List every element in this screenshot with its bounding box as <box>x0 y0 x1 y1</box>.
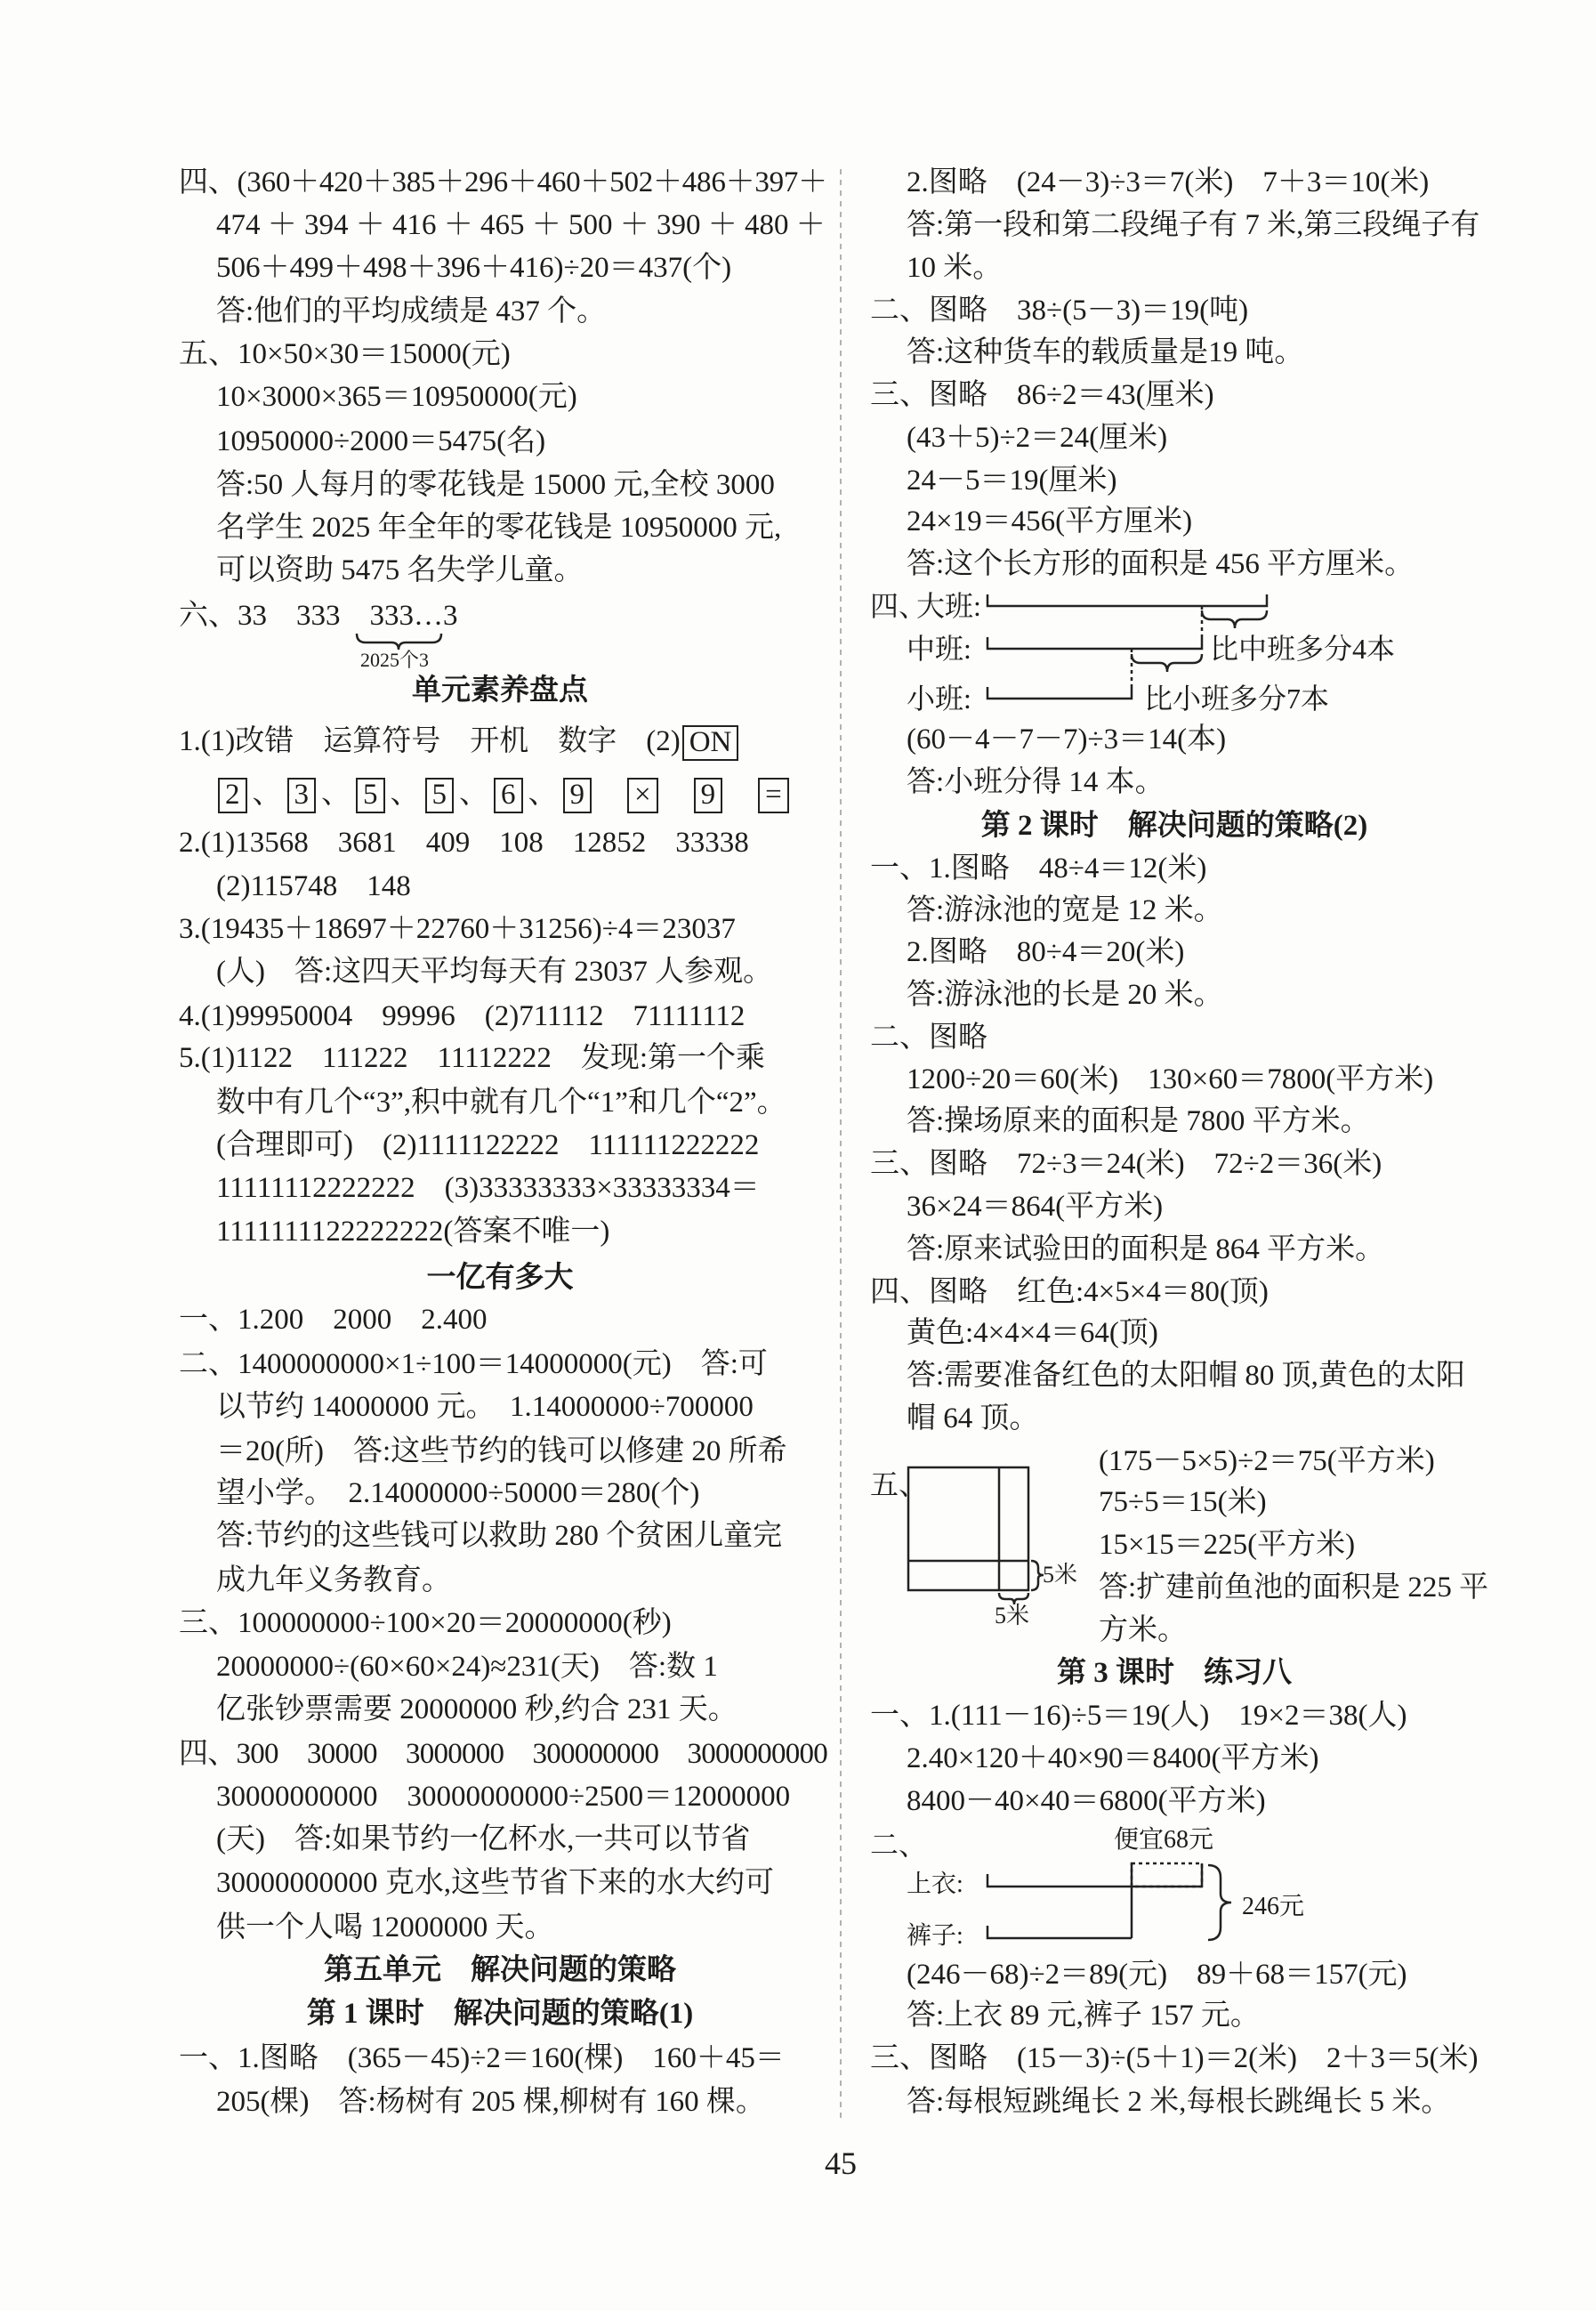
diagram-note-4-more: 比中班多分4本 <box>1210 633 1396 665</box>
separator: 、 <box>252 778 282 810</box>
key-box: 5 <box>356 778 385 813</box>
answer-line: 六、33 333 333…3 <box>179 600 458 633</box>
separator: 、 <box>459 778 488 810</box>
diagram5-number: 五、 <box>870 1468 928 1500</box>
answer-line: 3.(19435＋18697＋22760＋31256)÷4＝23037 <box>179 913 736 946</box>
answer-line: 答:50 人每月的零花钱是 15000 元,全校 3000 <box>216 469 775 502</box>
brace-right <box>1031 1561 1044 1590</box>
diagram8-number: 二、 <box>870 1829 928 1861</box>
on-key-box: ON <box>682 725 739 761</box>
section-heading: 第 1 课时 解决问题的策略(1) <box>306 1998 694 2031</box>
answer-line: 答:需要准备红色的太阳帽 80 顶,黄色的太阳 <box>907 1360 1465 1393</box>
answer-line: 四、(360＋420＋385＋296＋460＋502＋486＋397＋ <box>179 166 827 198</box>
diagram-shirt-label: 上衣: <box>907 1871 963 1898</box>
answer-line: 五、10×50×30＝15000(元) <box>179 338 511 371</box>
diagram-big-class-label: 大班: <box>916 590 981 622</box>
brace-7-more <box>1132 654 1202 672</box>
answer-line: 黄色:4×4×4＝64(顶) <box>907 1317 1158 1350</box>
answer-line: (天) 答:如果节约一亿杯水,一共可以节省 <box>216 1822 751 1855</box>
answer-line: 答:他们的平均成绩是 437 个。 <box>216 295 607 328</box>
answer-line: 答:原来试验田的面积是 864 平方米。 <box>907 1233 1385 1266</box>
answer-line: 10950000÷2000＝5475(名) <box>216 424 546 457</box>
diagram-pants-label: 裤子: <box>907 1922 963 1950</box>
answer-line: 答:游泳池的宽是 12 米。 <box>907 893 1223 926</box>
answer-line: 205(棵) 答:杨树有 205 棵,柳树有 160 棵。 <box>216 2086 765 2119</box>
answer-line: 2.40×120＋40×90＝8400(平方米) <box>907 1741 1319 1774</box>
key-box: 2 <box>218 778 247 813</box>
answer-line: 答:第一段和第二段绳子有 7 米,第三段绳子有 <box>907 208 1480 241</box>
answer-line: 答:每根短跳绳长 2 米,每根长跳绳长 5 米。 <box>907 2086 1451 2119</box>
bar-middle-class <box>987 637 1202 649</box>
diagram-note-7-more: 比小班多分7本 <box>1144 683 1330 715</box>
answer-line: 三、图略 (15－3)÷(5＋1)＝2(米) 2＋3＝5(米) <box>870 2041 1479 2074</box>
answer-line: 5.(1)1122 111222 11112222 发现:第一个乘 <box>179 1042 766 1075</box>
answer-line: 供一个人喝 12000000 天。 <box>216 1911 554 1943</box>
answer-line: ＝20(所) 答:这些节约的钱可以修建 20 所希 <box>216 1434 787 1467</box>
answer-line: 一、1.图略 (365－45)÷2＝160(棵) 160＋45＝ <box>179 2041 785 2074</box>
cheaper-dotted-box <box>1132 1863 1202 1887</box>
key-box: 9 <box>563 778 592 813</box>
answer-line: 30000000000 克水,这些节省下来的水大约可 <box>216 1867 774 1900</box>
separator: 、 <box>321 778 351 810</box>
bar-big-class <box>987 594 1267 606</box>
answer-line: 三、图略 86÷2＝43(厘米) <box>870 379 1214 412</box>
answer-line: 1200÷20＝60(米) 130×60＝7800(平方米) <box>907 1063 1434 1095</box>
bar-small-class <box>987 687 1132 699</box>
answer-line: (2)115748 148 <box>216 870 411 903</box>
answer-line: 1111111122222222(答案不唯一) <box>216 1216 610 1248</box>
answer-line: (175－5×5)÷2＝75(平方米) <box>1099 1445 1435 1478</box>
answer-line: 15×15＝225(平方米) <box>1099 1529 1356 1562</box>
answer-line: (60－4－7－7)÷3＝14(本) <box>907 723 1227 756</box>
key-box: 9 <box>694 778 723 813</box>
diagram-cheaper-label: 便宜68元 <box>1114 1826 1214 1854</box>
answer-line: 可以资助 5475 名失学儿童。 <box>216 554 584 586</box>
answer-line: 一、1.图略 48÷4＝12(米) <box>870 852 1207 885</box>
answer-line: 10 米。 <box>907 251 1003 284</box>
answer-line: 答:这个长方形的面积是 456 平方厘米。 <box>907 548 1415 581</box>
diagram-total-label: 246元 <box>1242 1893 1305 1920</box>
answer-line: 2.(1)13568 3681 409 108 12852 33338 <box>179 826 749 859</box>
answer-line: (246－68)÷2＝89(元) 89＋68＝157(元) <box>907 1958 1407 1991</box>
section-heading: 第 3 课时 练习八 <box>1057 1656 1292 1689</box>
brace-4-more <box>1202 610 1267 628</box>
answer-line: 成九年义务教育。 <box>216 1564 451 1596</box>
answer-line: 亿张钞票需要 20000000 秒,约合 231 天。 <box>216 1693 738 1726</box>
answer-line: 24×19＝456(平方厘米) <box>907 505 1193 538</box>
answer-line: (合理即可) (2)1111122222 111111222222 <box>216 1128 760 1161</box>
section-heading: 一亿有多大 <box>426 1261 574 1294</box>
page-number: 45 <box>825 2145 857 2181</box>
answer-line: 75÷5＝15(米) <box>1099 1486 1267 1519</box>
answer-line: 答:扩建前鱼池的面积是 225 平 <box>1099 1572 1489 1604</box>
answer-line: 以节约 14000000 元。 1.14000000÷700000 <box>216 1390 754 1423</box>
key-box: 3 <box>287 778 317 813</box>
key-box: 6 <box>494 778 523 813</box>
answer-text: 1.(1)改错 运算符号 开机 数字 (2) <box>179 725 681 757</box>
answer-line: 答:上衣 89 元,裤子 157 元。 <box>907 1999 1260 2032</box>
answer-line: 方米。 <box>1099 1614 1187 1647</box>
section-heading: 单元素养盘点 <box>412 675 588 707</box>
answer-line: 三、图略 72÷3＝24(米) 72÷2＝36(米) <box>870 1148 1382 1181</box>
key-box: × <box>627 778 658 813</box>
bar-shirt <box>987 1874 1202 1887</box>
square-pond <box>908 1467 1028 1590</box>
answer-line: 一、1.200 2000 2.400 <box>179 1304 488 1337</box>
answer-line: 三、100000000÷100×20＝20000000(秒) <box>179 1606 672 1639</box>
answer-line: 4.(1)99950004 99996 (2)711112 71111112 <box>179 999 746 1032</box>
answer-line: 36×24＝864(平方米) <box>907 1191 1164 1224</box>
answer-line: 11111112222222 (3)33333333×33333334＝ <box>216 1171 760 1204</box>
answer-line: 二、图略 38÷(5－3)＝19(吨) <box>870 294 1249 327</box>
answer-line: (人) 答:这四天平均每天有 23037 人参观。 <box>216 955 773 988</box>
brace-bottom <box>999 1593 1028 1604</box>
answer-line: 望小学。 2.14000000÷50000＝280(个) <box>216 1477 700 1510</box>
answer-line: 506＋499＋498＋396＋416)÷20＝437(个) <box>216 251 732 284</box>
brace-total <box>1208 1865 1231 1940</box>
bar-pants <box>987 1926 1132 1938</box>
separator: 、 <box>390 778 420 810</box>
separator: 、 <box>528 778 558 810</box>
answer-line: 二、图略 <box>870 1022 987 1054</box>
square-side-bottom-label: 5米 <box>995 1603 1030 1628</box>
section-heading: 第五单元 解决问题的策略 <box>324 1953 676 1986</box>
answer-line: 答:游泳池的长是 20 米。 <box>907 979 1223 1012</box>
diagram-middle-class-label: 中班: <box>907 633 971 665</box>
answer-line: 24－5＝19(厘米) <box>907 465 1117 497</box>
answer-line: 二、1400000000×1÷100＝14000000(元) 答:可 <box>179 1348 768 1381</box>
answer-line: 474 ＋ 394 ＋ 416 ＋ 465 ＋ 500 ＋ 390 ＋ 480 ＋ <box>216 208 826 241</box>
underbrace-label: 2025个3 <box>360 649 430 671</box>
key-box: = <box>758 778 789 813</box>
answer-line: 答:这种货车的载质量是19 吨。 <box>907 336 1304 369</box>
square-side-right-label: 5米 <box>1043 1562 1078 1588</box>
answer-line: 名学生 2025 年全年的零花钱是 10950000 元, <box>216 512 782 545</box>
answer-line: 8400－40×40＝6800(平方米) <box>907 1784 1266 1817</box>
answer-line: 四、图略 红色:4×5×4＝80(顶) <box>870 1276 1269 1309</box>
answer-line: 答:操场原来的面积是 7800 平方米。 <box>907 1105 1370 1138</box>
answer-line: 2.图略 (24－3)÷3＝7(米) 7＋3＝10(米) <box>907 166 1430 198</box>
diagram-small-class-label: 小班: <box>907 683 971 715</box>
answer-line: 答:小班分得 14 本。 <box>907 765 1165 798</box>
answer-line: 一、1.(111－16)÷5＝19(人) 19×2＝38(人) <box>870 1699 1407 1732</box>
answer-line: 10×3000×365＝10950000(元) <box>216 381 577 414</box>
answer-line: 数中有几个“3”,积中就有几个“1”和几个“2”。 <box>216 1087 786 1119</box>
key-box: 5 <box>425 778 455 813</box>
answer-line: (43＋5)÷2＝24(厘米) <box>907 422 1168 455</box>
diagram4-number: 四、 <box>870 590 928 622</box>
answer-line: 帽 64 顶。 <box>907 1402 1039 1435</box>
section-heading: 第 2 课时 解决问题的策略(2) <box>980 810 1368 843</box>
answer-line: 2.图略 80÷4＝20(米) <box>907 936 1185 969</box>
answer-line: 30000000000 30000000000÷2500＝12000000 <box>216 1780 791 1813</box>
answer-line: 20000000÷(60×60×24)≈231(天) 答:数 1 <box>216 1651 718 1684</box>
answer-line: 答:节约的这些钱可以救助 280 个贫困儿童完 <box>216 1520 783 1553</box>
answer-line: 四、300 30000 3000000 300000000 3000000000 <box>179 1737 827 1770</box>
